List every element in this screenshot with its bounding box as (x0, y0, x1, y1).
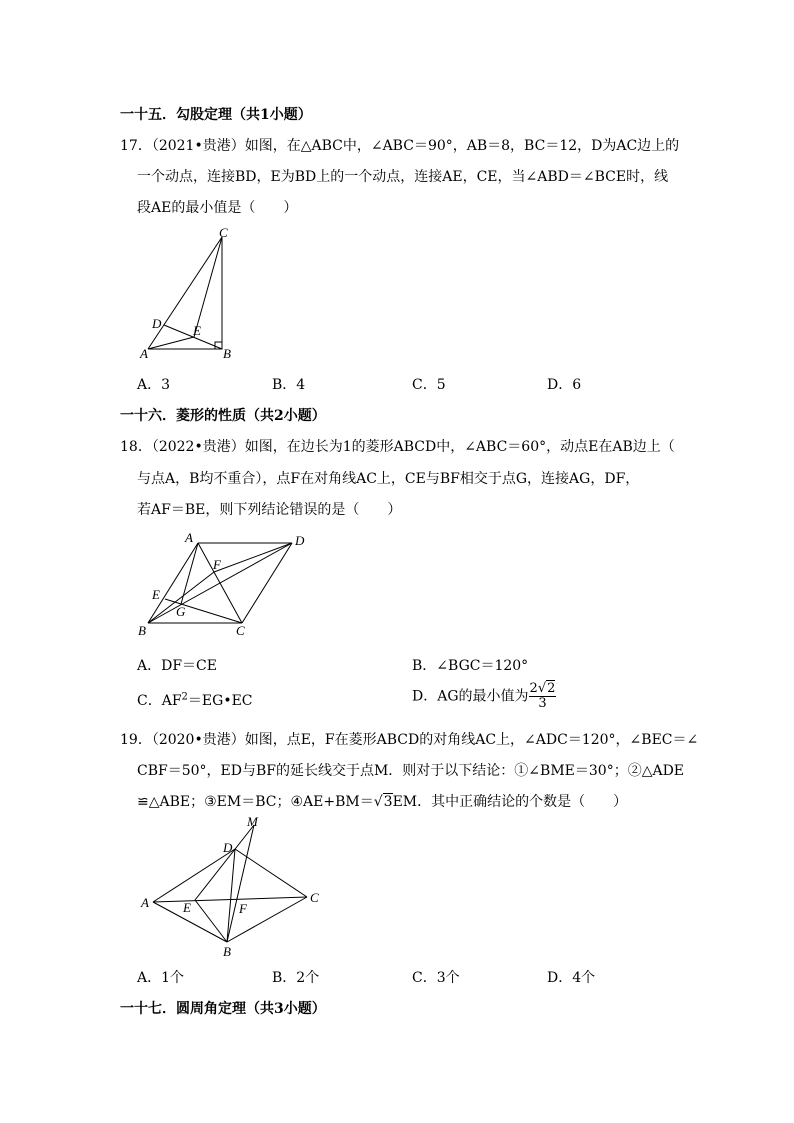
q19-text-line1: 19．（2020•贵港）如图，点E，F在菱形ABCD的对角线AC上，∠ADC＝120°，∠BEC＝∠ (120, 732, 699, 748)
q19-text-line2: CBF＝50°，ED与BF的延长线交于点M．则对于以下结论：①∠BME＝30°；②△ADE (137, 763, 685, 779)
q17-option-b[interactable]: B．4 (272, 377, 306, 393)
q19-line3-radicand: 3 (383, 794, 393, 810)
q18-option-a[interactable]: A．DF＝CE (137, 658, 217, 674)
q17-label-b: B (223, 346, 231, 361)
q18-segment-bd (148, 543, 292, 623)
q17-option-c[interactable]: C．5 (412, 377, 446, 393)
q17-option-a[interactable]: A．3 (137, 377, 171, 393)
q19-segment-ad (153, 849, 235, 902)
q18-option-c-sup: 2 (181, 691, 188, 703)
q17-segment-ce (194, 237, 222, 337)
q18-figure (135, 527, 315, 642)
section-title-inscribed-angle: 一十七．圆周角定理（共3小题） (120, 1001, 326, 1017)
q19-option-d[interactable]: D．4个 (547, 970, 596, 986)
q18-label-c: C (236, 623, 245, 638)
q18-option-c[interactable] (137, 690, 253, 710)
q18-label-g: G (176, 604, 186, 619)
q19-label-f: F (239, 901, 247, 916)
q17-label-d: D (152, 316, 162, 331)
q17-label-a: A (140, 346, 148, 361)
q18-label-e: E (152, 587, 160, 602)
q17-text-line2: 一个动点，连接BD，E为BD上的一个动点，连接AE，CE，当∠ABD＝∠BCE时，线 (137, 169, 669, 185)
q19-segment-db (227, 849, 235, 942)
q19-label-m: M (247, 814, 258, 829)
q18-label-d: D (295, 533, 305, 548)
q19-text-line3 (137, 791, 627, 811)
q19-label-b: B (223, 944, 231, 959)
q19-segment-ac (153, 897, 307, 902)
q18-segment-df (214, 543, 292, 572)
q18-option-d[interactable] (412, 682, 556, 711)
q19-sqrt-sign: √ (373, 794, 383, 810)
q18-segment-dc (242, 543, 292, 623)
q17-option-d[interactable]: D．6 (547, 377, 582, 393)
q19-line3-pre: ≌△ABE；③EM＝BC；④AE+BM＝ (137, 794, 374, 810)
q18-option-c-pre: C．AF (137, 693, 182, 709)
section-title-pythagorean: 一十五．勾股定理（共1小题） (120, 107, 312, 123)
q18-label-a: A (185, 530, 193, 545)
q17-text-line3: 段AE的最小值是（ ） (137, 200, 298, 216)
q18-text-line1: 18．（2022•贵港）如图，在边长为1的菱形ABCD中，∠ABC＝60°，动点E在AB边上（ (120, 439, 675, 455)
q19-segment-dc (235, 849, 307, 897)
q18-label-b: B (138, 623, 146, 638)
q18-frac-radicand: 2 (547, 681, 556, 696)
q18-option-b[interactable]: B．∠BGC＝120° (412, 658, 529, 674)
q18-label-f: F (213, 557, 221, 572)
q19-label-e: E (183, 900, 191, 915)
q18-option-d-fraction: $\frac{2√2}{3}$ (529, 681, 556, 711)
q18-frac-coef: 2 (529, 681, 538, 696)
q18-segment-ag (181, 543, 198, 604)
q17-figure (138, 222, 248, 367)
q18-text-line3: 若AF＝BE，则下列结论错误的是（ ） (137, 502, 402, 518)
q19-option-c[interactable]: C．3个 (412, 970, 460, 986)
q17-label-c: C (219, 225, 228, 240)
q19-segment-eb (195, 900, 227, 942)
q18-segment-ba (148, 543, 198, 623)
q19-label-c: C (310, 890, 319, 905)
q18-option-c-post: ＝EG•EC (187, 693, 253, 709)
q19-line3-post: EM．其中正确结论的个数是（ ） (392, 794, 628, 810)
q17-segment-ac (148, 237, 222, 349)
q18-option-d-pre: D．AG的最小值为 (412, 688, 529, 705)
q19-label-a: A (141, 895, 149, 910)
q19-figure (135, 812, 330, 962)
section-title-rhombus: 一十六．菱形的性质（共2小题） (120, 408, 326, 424)
q19-option-a[interactable]: A．1个 (137, 970, 185, 986)
q17-text-line1: 17．（2021•贵港）如图，在△ABC中，∠ABC＝90°，AB＝8，BC＝12，D为AC边上的 (120, 138, 680, 154)
q19-label-d: D (223, 840, 233, 855)
q17-label-e: E (193, 323, 201, 338)
q19-option-b[interactable]: B．2个 (272, 970, 320, 986)
q18-text-line2: 与点A，B均不重合），点F在对角线AC上，CE与BF相交于点G，连接AG，DF， (137, 471, 640, 487)
q18-frac-denominator: 3 (538, 696, 547, 711)
